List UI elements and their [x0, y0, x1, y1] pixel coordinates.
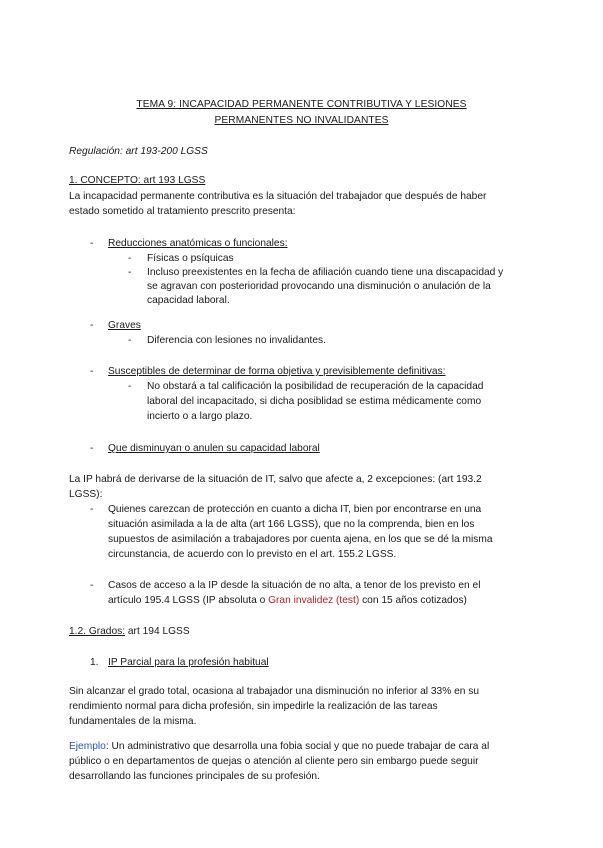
para-line2: rendimiento normal para dicha profesión, sin impedirle la realización de las tareas	[69, 701, 438, 712]
document-title-line2: PERMANENTES NO INVALIDANTES	[214, 115, 389, 126]
intro-line1: La incapacidad permanente contributiva es la situación del trabajador que después de haber	[69, 191, 487, 202]
gran-invalidez-highlight: Gran invalidez (test)	[268, 595, 360, 606]
document-title-line1: TEMA 9: INCAPACIDAD PERMANENTE CONTRIBUTIVA Y LESIONES	[136, 99, 467, 110]
para-line3: fundamentales de la misma.	[69, 716, 197, 727]
grado1-label: IP Parcial para la profesión habitual	[108, 657, 269, 668]
bullet2-sub1: Diferencia con lesiones no invalidantes.	[147, 335, 326, 346]
bullet3-sub1-line1: No obstará a tal calificación la posibilidad de recuperación de la capacidad	[147, 381, 484, 392]
subitem-dash: -	[128, 253, 132, 264]
exception2-line2	[108, 595, 467, 606]
example-line2: público o en departamentos de quejas o atención al cliente pero sin embargo puede seguir	[69, 756, 479, 767]
subitem-dash: -	[128, 335, 132, 346]
bullet1-label: Reducciones anatómicas o funcionales:	[108, 238, 288, 249]
ip-line1: La IP habrá de derivarse de la situación de IT, salvo que afecte a, 2 excepciones: (art 193.2	[69, 474, 482, 485]
example-line3: desarrollando las funciones principales de su profesión.	[69, 771, 320, 782]
grado1-number: 1.	[90, 657, 99, 668]
exception1-line4: circunstancia, de acuerdo con lo previsto en el art. 155.2 LGSS.	[108, 549, 397, 560]
bullet1-sub2-line2: se agravan con posterioridad provocando una disminución o anulación de la	[147, 281, 491, 292]
para-line1: Sin alcanzar el grado total, ocasiona al trabajador una disminución no inferior al 33% en su	[69, 686, 480, 697]
bullet3-sub1-line2: laboral del incapacitado, si dicha posiblidad se estima médicamente como	[147, 396, 482, 407]
subitem-dash: -	[128, 381, 132, 392]
bullet-dash: -	[90, 238, 94, 249]
bullet2-label: Graves	[108, 320, 141, 331]
bullet1-sub1: Físicas o psíquicas	[147, 253, 234, 264]
subitem-dash: -	[128, 267, 132, 278]
example-text: : Un administrativo que desarrolla una fobia social y que no puede trabajar de cara al	[105, 741, 490, 752]
bullet1-sub2-line1: Incluso preexistentes en la fecha de afiliación cuando tiene una discapacidad y	[147, 267, 504, 278]
section12-heading-label: 1.2. Grados:	[69, 626, 126, 637]
bullet3-sub1-line3: incierto o a largo plazo.	[147, 411, 253, 422]
exception1-line1: Quienes carezcan de protección en cuanto a dicha IT, bien por encontrarse en una	[108, 504, 482, 515]
exception1-line2: situación asimilada a la de alta (art 166 LGSS), que no la comprenda, bien en los	[108, 519, 475, 530]
exception1-line3: supuestos de asimilación a trabajadores por cuenta ajena, en los que se dé la misma	[108, 534, 493, 545]
bullet3-label: Susceptibles de determinar de forma objetiva y previsiblemente definitivas:	[108, 366, 446, 377]
section12-heading	[69, 626, 190, 637]
bullet-dash: -	[90, 580, 94, 591]
bullet-dash: -	[90, 320, 94, 331]
section12-heading-rest: art 194 LGSS	[125, 626, 190, 637]
exception2-text-post: con 15 años cotizados)	[359, 595, 467, 606]
exception2-text-pre: artículo 195.4 LGSS (IP absoluta o	[108, 595, 269, 606]
example-label: Ejemplo	[69, 741, 106, 752]
intro-line2: estado sometido al tratamiento prescrito presenta:	[69, 206, 296, 217]
bullet1-sub2-line3: capacidad laboral.	[147, 295, 230, 306]
ip-line2: LGSS):	[69, 489, 103, 500]
bullet-dash: -	[90, 443, 94, 454]
bullet-dash: -	[90, 366, 94, 377]
section1-heading: 1. CONCEPTO: art 193 LGSS	[69, 175, 206, 186]
exception2-line1: Casos de acceso a la IP desde la situación de no alta, a tenor de los previsto en el	[108, 580, 481, 591]
regulation-text: Regulación: art 193-200 LGSS	[69, 146, 208, 157]
bullet-dash: -	[90, 504, 94, 515]
example-line1	[69, 741, 489, 752]
bullet4-label: Que disminuyan o anulen su capacidad laboral	[108, 443, 320, 454]
